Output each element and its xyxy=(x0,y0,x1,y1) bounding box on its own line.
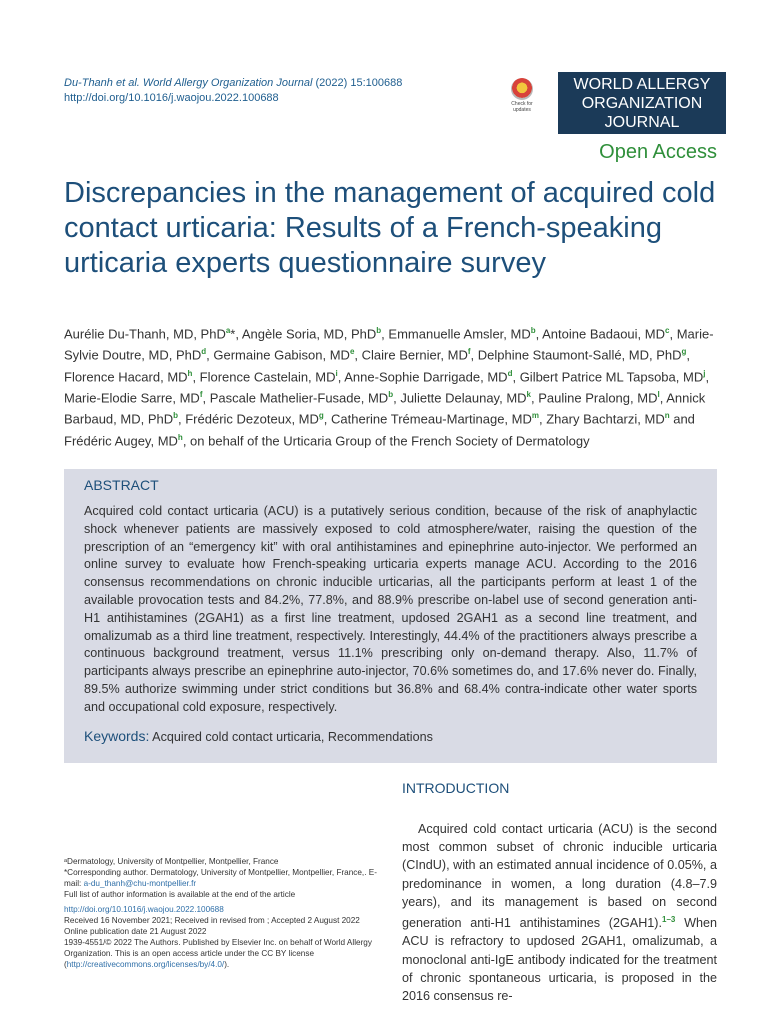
author-affiliation-mark[interactable]: l xyxy=(657,389,660,399)
author-affiliation-mark[interactable]: h xyxy=(187,368,193,378)
author-affiliation-mark[interactable]: b xyxy=(173,411,178,421)
footnote-doi-link[interactable]: http://doi.org/10.1016/j.waojou.2022.100688 xyxy=(64,905,224,914)
author-separator: , on behalf of the Urticaria Group of the French Society of Dermatology xyxy=(182,432,590,448)
author-name: Delphine Staumont-Sallé, MD, PhD xyxy=(477,347,682,363)
author-list xyxy=(64,322,734,450)
open-access-label: Open Access xyxy=(599,141,717,163)
author-separator: , xyxy=(659,390,667,406)
author-name: Germaine Gabison, MD xyxy=(213,347,350,363)
author-name: Antoine Badaoui, MD xyxy=(542,326,665,342)
keywords-label: Keywords: xyxy=(84,727,150,744)
author-separator: , xyxy=(669,326,677,342)
author-affiliation-mark[interactable]: d xyxy=(201,347,207,357)
author-affiliation-mark[interactable]: d xyxy=(507,368,513,378)
logo-line-1: WORLD ALLERGY xyxy=(573,76,711,93)
footnote-full-list: Full list of author information is available at the end of the article xyxy=(64,890,296,899)
author-name: Florence Castelain, MD xyxy=(199,368,336,384)
footnote-corresponding xyxy=(64,867,384,889)
intro-reference-link[interactable]: 1–3 xyxy=(662,915,676,925)
footnote-license xyxy=(64,937,384,970)
author-separator: , xyxy=(354,347,362,363)
keywords xyxy=(84,728,697,744)
logo-line-2: ORGANIZATION xyxy=(581,95,703,112)
author-affiliation-mark[interactable]: n xyxy=(664,411,670,421)
author-name: Pascale Mathelier-Fusade, MD xyxy=(209,390,389,406)
author-separator: , xyxy=(539,411,547,427)
author-separator: , xyxy=(393,390,401,406)
citation-header xyxy=(64,76,402,106)
abstract-text: Acquired cold contact urticaria (ACU) is a putatively serious condition, because of the risk of anaphylactic shock whenever patients are massively exposed to cold atmosphere/water, raising the question of the prescription of an “emergency kit” with oral antihistamines and epinephrine auto-injector. We performed an online survey to evaluate how French-speaking urticaria experts manage ACU. According to the 2016 consensus recommendations on chronic inducible urticarias, all the participants perform at least 1 of the available provocation tests and 84.2%, 77.8%, and 88.9% prescribe on-label use of second generation anti-H1 antihistamines (2GAH1) as a first line treatment, updosed 2GAH1 as a second line treatment, and omalizumab as a third line treatment, respectively. Interestingly, 44.4% of the practitioners always prescribe a continuous background treatment, versus 11.1% prescribing only on-demand therapy. Also, 11.7% of participants always prescribe an epinephrine auto-injector, 70.6% sometimes do, and 17.6% never do. Finally, 89.5% authorize swimming under strict conditions but 36.8% and 68.4% contra-indicate other water sports and occupational cold exposure, respectively. xyxy=(84,504,697,714)
keywords-text: Acquired cold contact urticaria, Recommendations xyxy=(152,729,433,744)
author-affiliation-mark[interactable]: i xyxy=(335,368,338,378)
author-name: Juliette Delaunay, MD xyxy=(400,390,527,406)
author-affiliation-mark[interactable]: g xyxy=(318,411,324,421)
author-name: Annick Barbaud, MD, PhD xyxy=(64,390,706,427)
email-link[interactable]: a-du_thanh@chu-montpellier.fr xyxy=(83,879,197,888)
footnote-received: Received 16 November 2021; Received in revised from ; Accepted 2 August 2022 xyxy=(64,916,360,925)
author-separator: , xyxy=(192,368,200,384)
introduction-paragraph xyxy=(402,820,717,1005)
intro-text-1: Acquired cold contact urticaria (ACU) is the second most common subset of chronic inducible urticaria (CIndU), with an estimated annual incidence of 0.05%, a predominance in women, a long duration (4.8–7.9 years), and its management is based on second generation anti-H1 antihistamines (2GAH1). xyxy=(402,822,717,931)
check-updates-label: Check for updates xyxy=(511,101,533,113)
author-affiliation-mark[interactable]: b xyxy=(388,389,394,399)
author-name: Marie-Elodie Sarre, MD xyxy=(64,390,200,406)
author-name: Pauline Pralong, MD xyxy=(538,390,658,406)
author-affiliation-mark[interactable]: f xyxy=(467,347,471,357)
check-for-updates-button[interactable] xyxy=(503,78,541,118)
author-name: Catherine Trémeau-Martinage, MD xyxy=(331,411,532,427)
author-affiliation-mark[interactable]: b xyxy=(530,326,536,335)
author-name: Frédéric Dezoteux, MD xyxy=(185,411,319,427)
author-affiliation-mark[interactable]: b xyxy=(376,326,382,335)
author-separator: , xyxy=(535,326,543,342)
abstract-box xyxy=(64,469,717,763)
check-updates-icon xyxy=(511,78,533,100)
author-affiliation-mark[interactable]: c xyxy=(665,326,670,335)
article-title: Discrepancies in the management of acquired cold contact urticaria: Results of a French-speaking urticaria experts questionnaire survey xyxy=(64,177,716,279)
author-affiliation-mark[interactable]: k xyxy=(526,389,531,399)
author-separator: , xyxy=(178,411,186,427)
author-separator: , xyxy=(531,390,539,406)
footnotes xyxy=(64,856,384,970)
author-separator: , xyxy=(470,347,478,363)
author-name: Florence Hacard, MD xyxy=(64,368,188,384)
license-text-end: ). xyxy=(224,960,230,969)
author-name: Claire Bernier, MD xyxy=(361,347,468,363)
author-name: Angèle Soria, MD, PhD xyxy=(241,326,377,342)
author-separator: , xyxy=(337,368,345,384)
author-separator: , xyxy=(323,411,332,427)
author-affiliation-mark[interactable]: e xyxy=(349,347,355,357)
citation-volume: (2022) 15:100688 xyxy=(312,77,403,89)
author-separator: *, xyxy=(230,326,242,342)
author-affiliation-mark[interactable]: j xyxy=(703,368,706,378)
author-affiliation-mark[interactable]: h xyxy=(177,432,183,442)
author-affiliation-mark[interactable]: f xyxy=(199,389,203,399)
author-name: Zhary Bachtarzi, MD xyxy=(546,411,665,427)
abstract-heading: ABSTRACT xyxy=(84,477,159,493)
author-separator: , xyxy=(705,368,710,384)
author-name: Anne-Sophie Darrigade, MD xyxy=(344,368,508,384)
author-separator: , xyxy=(206,347,214,363)
author-name: Aurélie Du-Thanh, MD, PhD xyxy=(64,326,226,342)
author-name: Frédéric Augey, MD xyxy=(64,432,178,448)
author-name: Marie-Sylvie Doutre, MD, PhD xyxy=(64,326,714,363)
intro-text-2: When ACU is refractory to updosed 2GAH1, omalizumab, a monoclonal anti-IgE antibody indicated for the treatment of chronic spontaneous urticaria, is proposed in the 2016 consensus re- xyxy=(402,916,717,1004)
author-name: Gilbert Patrice ML Tapsoba, MD xyxy=(519,368,704,384)
logo-line-3: JOURNAL xyxy=(604,114,680,131)
author-separator: , xyxy=(686,347,691,363)
author-separator: , xyxy=(512,368,520,384)
author-separator: and xyxy=(669,411,695,427)
author-separator: , xyxy=(202,390,210,406)
introduction-heading: INTRODUCTION xyxy=(402,780,510,796)
citation-journal: Du-Thanh et al. World Allergy Organization Journal xyxy=(64,77,313,89)
author-affiliation-mark[interactable]: m xyxy=(531,411,539,421)
footnote-online: Online publication date 21 August 2022 xyxy=(64,927,207,936)
license-text: 1939-4551/© 2022 The Authors. Published by Elsevier Inc. on behalf of World Allergy Organization. This is an open access article under the CC BY license ( xyxy=(64,938,372,969)
author-separator: , xyxy=(381,326,389,342)
corresponding-text: *Corresponding author. Dermatology, University of Montpellier, Montpellier, France,. E-mail: xyxy=(64,868,377,888)
header-doi-link[interactable]: http://doi.org/10.1016/j.waojou.2022.100688 xyxy=(64,92,279,104)
author-affiliation-mark[interactable]: a xyxy=(225,326,231,335)
footnote-affiliation: ᵃDermatology, University of Montpellier, Montpellier, France xyxy=(64,857,279,866)
author-affiliation-mark[interactable]: g xyxy=(681,347,687,357)
license-link[interactable]: http://creativecommons.org/licenses/by/4.0/ xyxy=(66,960,225,969)
journal-logo xyxy=(558,72,726,134)
author-name: Emmanuelle Amsler, MD xyxy=(388,326,531,342)
